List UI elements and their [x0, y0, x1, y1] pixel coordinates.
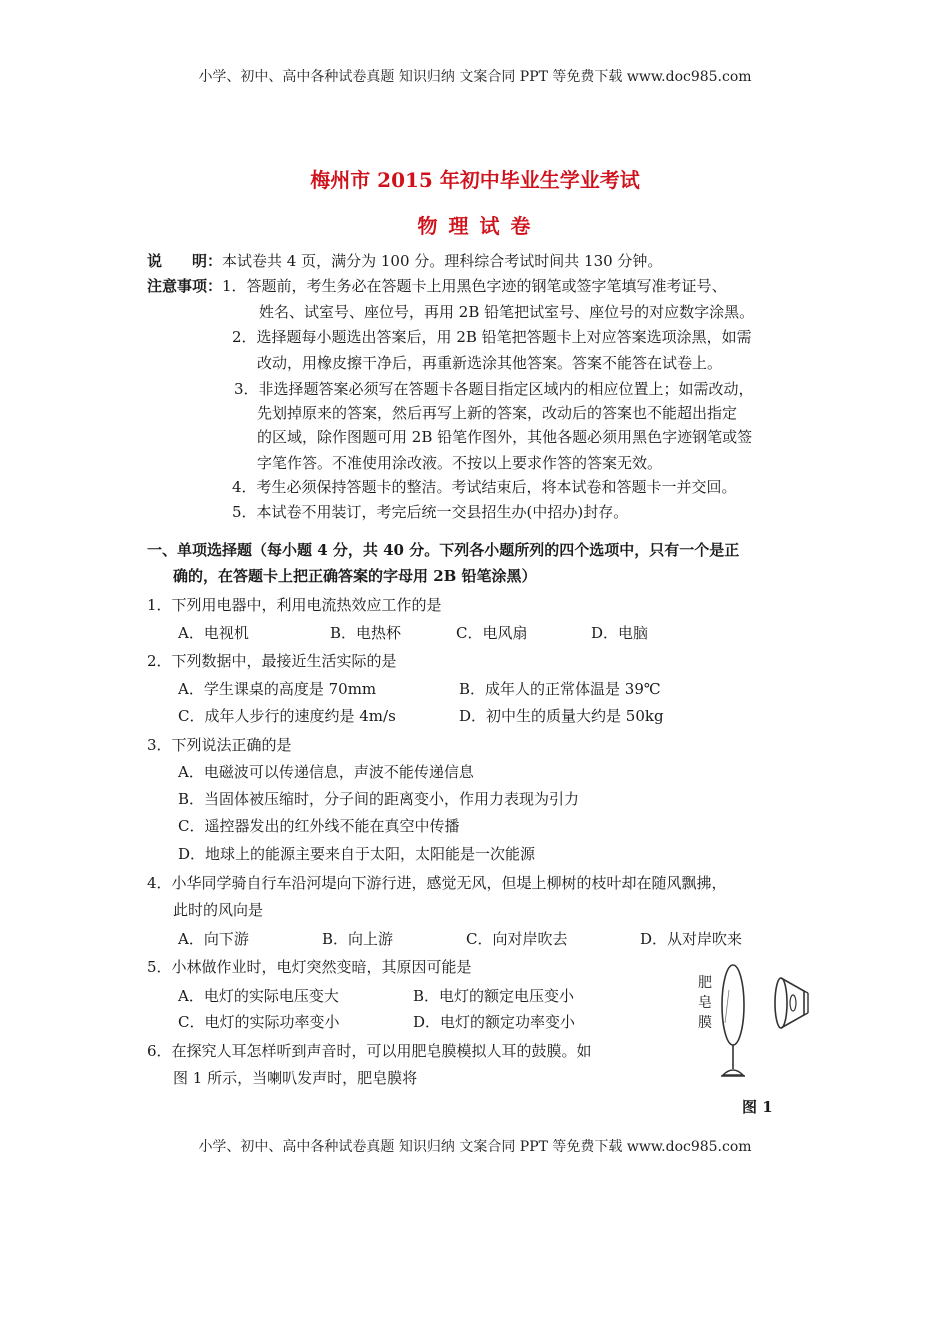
q4-option-d: D．从对岸吹来 — [640, 930, 743, 948]
q2-option-c: C．成年人步行的速度约是 4m/s — [178, 707, 396, 725]
exam-title: 梅州市 2015 年初中毕业生学业考试 — [310, 168, 640, 192]
notes-line-10: 5．本试卷不用装订，考完后统一交县招生办(中招办)封存。 — [232, 503, 629, 521]
figure-1 — [690, 955, 812, 1083]
soap-film-speaker-drawing — [690, 955, 812, 1083]
notes-line-5: 3．非选择题答案必须写在答题卡各题目指定区域内的相应位置上；如需改动， — [234, 380, 754, 398]
q5-stem: 5．小林做作业时，电灯突然变暗，其原因可能是 — [147, 958, 472, 976]
q6-stem-line-2: 图 1 所示，当喇叭发声时，肥皂膜将 — [173, 1069, 418, 1087]
notes-label: 注意事项： — [147, 277, 223, 295]
notes-line-9: 4．考生必须保持答题卡的整洁。考试结束后，将本试卷和答题卡一并交回。 — [232, 478, 737, 496]
q3-option-d: D．地球上的能源主要来自于太阳，太阳能是一次能源 — [178, 845, 536, 863]
exam-subtitle: 物 理 试 卷 — [417, 214, 533, 238]
q5-option-c: C．电灯的实际功率变小 — [178, 1013, 340, 1031]
notes-line-3: 2．选择题每小题选出答案后，用 2B 铅笔把答题卡上对应答案选项涂黑，如需 — [232, 328, 752, 346]
page-header: 小学、初中、高中各种试卷真题 知识归纳 文案合同 PPT 等免费下载 www.doc985.com — [198, 69, 752, 85]
q5-option-d: D．电灯的额定功率变小 — [413, 1013, 576, 1031]
q2-stem: 2．下列数据中，最接近生活实际的是 — [147, 652, 397, 670]
q1-option-c: C．电风扇 — [456, 624, 528, 642]
loudspeaker — [775, 978, 808, 1028]
section-1-heading-line-1: 一、单项选择题（每小题 4 分，共 40 分。下列各小题所列的四个选项中，只有一个是正 — [147, 541, 740, 559]
soap-film-ring — [722, 965, 744, 1045]
notes-line-1: 注意事项：1．答题前，考生务必在答题卡上用黑色字迹的钢笔或签字笔填写准考证号、 — [147, 277, 727, 295]
q3-option-c: C．遥控器发出的红外线不能在真空中传播 — [178, 817, 460, 835]
explanation — [147, 248, 662, 275]
q1-stem: 1．下列用电器中，利用电流热效应工作的是 — [147, 596, 442, 614]
q1-option-a: A．电视机 — [178, 624, 249, 642]
figure-1-caption: 图 1 — [742, 1098, 773, 1116]
page-footer: 小学、初中、高中各种试卷真题 知识归纳 文案合同 PPT 等免费下载 www.doc985.com — [198, 1139, 752, 1155]
q3-option-b: B．当固体被压缩时，分子间的距离变小，作用力表现为引力 — [178, 790, 580, 808]
notes-line-6: 先划掉原来的答案，然后再写上新的答案，改动后的答案也不能超出指定 — [257, 404, 738, 422]
q5-option-a: A．电灯的实际电压变大 — [178, 987, 339, 1005]
q4-option-a: A．向下游 — [178, 930, 249, 948]
explanation-text: 本试卷共 4 页，满分为 100 分。理科综合考试时间共 130 分钟。 — [222, 252, 663, 270]
q4-stem-line-2: 此时的风向是 — [173, 901, 264, 919]
stand-base — [723, 1070, 743, 1075]
q3-stem: 3．下列说法正确的是 — [147, 736, 292, 754]
q5-option-b: B．电灯的额定电压变小 — [413, 987, 575, 1005]
q4-stem-line-1: 4．小华同学骑自行车沿河堤向下游行进，感觉无风，但堤上柳树的枝叶却在随风飘拂， — [147, 874, 727, 892]
q2-option-d: D．初中生的质量大约是 50kg — [459, 707, 664, 725]
membrane-label: 肥 皂 膜 — [698, 975, 712, 1031]
q2-option-a: A．学生课桌的高度是 70mm — [178, 680, 377, 698]
soap-film-shine — [725, 990, 729, 1023]
q4-option-b: B．向上游 — [322, 930, 394, 948]
q1-option-b: B．电热杯 — [330, 624, 402, 642]
q2-option-b: B．成年人的正常体温是 39℃ — [459, 680, 661, 698]
q3-option-a: A．电磁波可以传递信息，声波不能传递信息 — [178, 763, 474, 781]
q1-option-d: D．电脑 — [591, 624, 649, 642]
explanation-label: 说 明： — [147, 252, 223, 270]
section-1-heading-line-2: 确的，在答题卡上把正确答案的字母用 2B 铅笔涂黑） — [173, 567, 537, 585]
q6-stem-line-1: 6．在探究人耳怎样听到声音时，可以用肥皂膜模拟人耳的鼓膜。如 — [147, 1042, 592, 1060]
notes-line-4: 改动，用橡皮擦干净后，再重新选涂其他答案。答案不能答在试卷上。 — [257, 354, 723, 372]
notes-line-8: 字笔作答。不准使用涂改液。不按以上要求作答的答案无效。 — [257, 454, 663, 472]
q4-option-c: C．向对岸吹去 — [466, 930, 568, 948]
notes-line-7: 的区域，除作图题可用 2B 铅笔作图外，其他各题必须用黑色字迹钢笔或签 — [257, 428, 753, 446]
notes-line-2: 姓名、试室号、座位号，再用 2B 铅笔把试室号、座位号的对应数字涂黑。 — [259, 303, 755, 321]
